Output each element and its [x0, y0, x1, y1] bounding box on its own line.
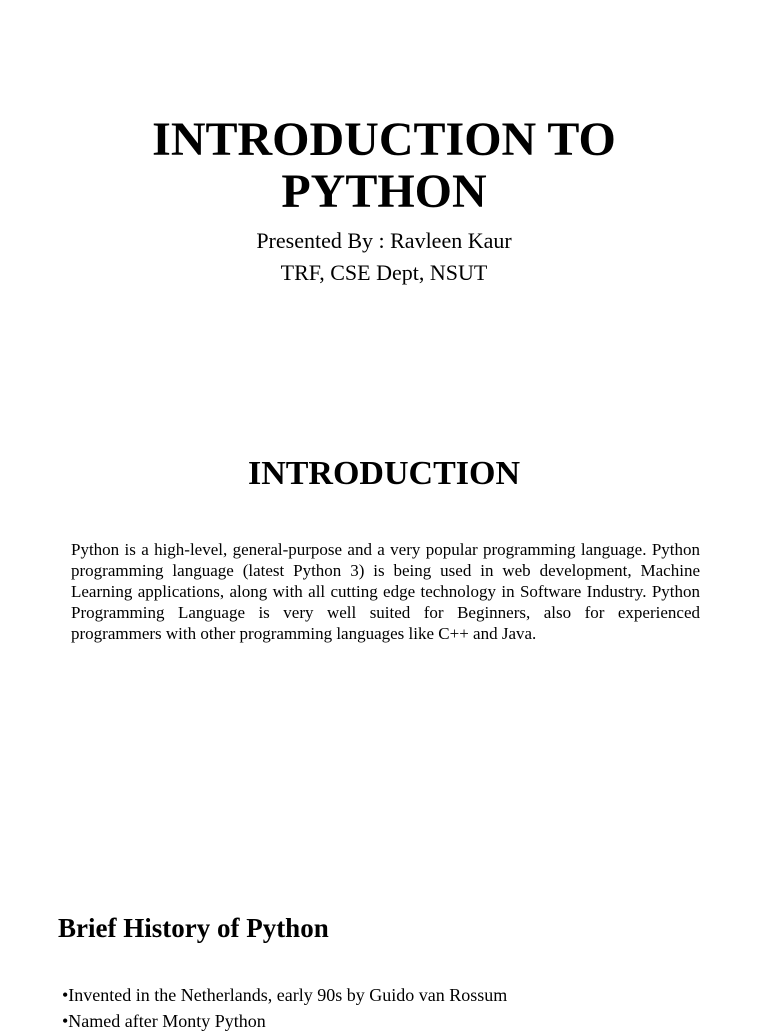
presentation-title: INTRODUCTION TO PYTHON — [152, 113, 616, 218]
history-bullet-list — [62, 982, 507, 1034]
introduction-paragraph: Python is a high-level, general-purpose and a very popular programming language. Python programming language (latest Python 3) is being used in web development, Machine Learning applications, along with all cutting edge technology in Software Industry. Python Programming Language is very well suited for Beginners, also for experienced programmers with other programming languages like C++ and Java. — [71, 540, 700, 643]
title-slide — [0, 0, 768, 400]
history-slide — [0, 870, 768, 1031]
list-item: •Invented in the Netherlands, early 90s by Guido van Rossum — [62, 985, 508, 1005]
presenter-affiliation: TRF, CSE Dept, NSUT — [280, 260, 488, 285]
presenter-name: Presented By : Ravleen Kaur — [256, 228, 512, 253]
introduction-slide — [0, 400, 768, 870]
list-item: •Named after Monty Python — [62, 1011, 266, 1031]
history-heading: Brief History of Python — [58, 913, 329, 943]
introduction-heading: INTRODUCTION — [247, 455, 521, 492]
